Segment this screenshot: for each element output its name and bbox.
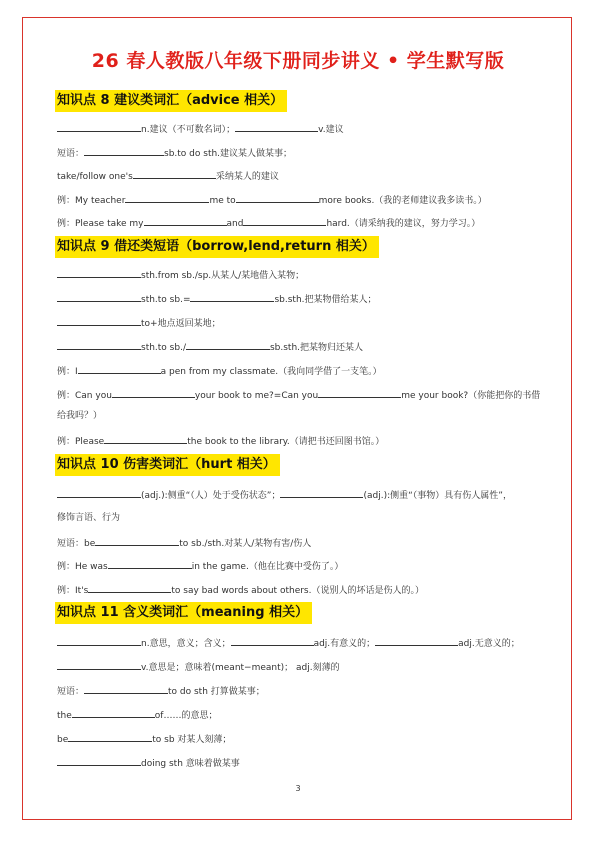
fill-blank[interactable] [78, 364, 161, 374]
fill-blank[interactable] [57, 636, 141, 646]
borrow-line-6: 例：Can you your book to me?=Can you me your book?（你能把你的书借 [57, 388, 540, 402]
fill-blank[interactable] [84, 684, 168, 694]
section-heading-hurt: 知识点 10 伤害类词汇（hurt 相关） [55, 454, 280, 476]
section-heading-borrow: 知识点 9 借还类短语（borrow,lend,return 相关） [55, 236, 379, 258]
meaning-line-4: the of……的意思； [57, 708, 217, 722]
fill-blank[interactable] [133, 169, 216, 179]
fill-blank[interactable] [236, 193, 319, 203]
advice-line-2: 短语： sb.to do sth.建议某人做某事； [57, 146, 292, 160]
fill-blank[interactable] [57, 268, 141, 278]
fill-blank[interactable] [57, 756, 141, 766]
hurt-line-2: 短语：be to sb./sth.对某人/某物有害/伤人 [57, 536, 311, 550]
fill-blank[interactable] [57, 122, 141, 132]
advice-line-3: take/follow one's 采纳某人的建议 [57, 169, 279, 183]
fill-blank[interactable] [57, 316, 141, 326]
meaning-line-6: doing sth 意味着做某事 [57, 756, 240, 770]
fill-blank[interactable] [375, 636, 458, 646]
fill-blank[interactable] [125, 193, 209, 203]
fill-blank[interactable] [235, 122, 318, 132]
fill-blank[interactable] [57, 488, 141, 498]
fill-blank[interactable] [57, 292, 141, 302]
fill-blank[interactable] [144, 216, 227, 226]
fill-blank[interactable] [108, 559, 192, 569]
borrow-line-6-cont: 给我吗？） [57, 411, 103, 421]
fill-blank[interactable] [231, 636, 314, 646]
fill-blank[interactable] [68, 732, 152, 742]
fill-blank[interactable] [243, 216, 326, 226]
page-border [22, 17, 572, 820]
fill-blank[interactable] [190, 292, 274, 302]
borrow-line-4: sth.to sb./ sb.sth.把某物归还某人 [57, 340, 363, 354]
meaning-line-1: n.意思，意义；含义； adj.有意义的； adj.无意义的； [57, 636, 520, 650]
fill-blank[interactable] [104, 434, 187, 444]
fill-blank[interactable] [186, 340, 270, 350]
section-heading-advice: 知识点 8 建议类词汇（advice 相关） [55, 90, 287, 112]
borrow-line-5: 例：I a pen from my classmate.（我向同学借了一支笔。） [57, 364, 382, 378]
fill-blank[interactable] [72, 708, 155, 718]
meaning-line-2: v.意思是；意味着(meant−meant)； adj.刻薄的 [57, 660, 340, 674]
section-heading-meaning: 知识点 11 含义类词汇（meaning 相关） [55, 602, 312, 624]
fill-blank[interactable] [88, 583, 171, 593]
meaning-line-5: be to sb 对某人刻薄； [57, 732, 231, 746]
borrow-line-7: 例：Please the book to the library.（请把书还回图书馆。） [57, 434, 384, 448]
meaning-line-3: 短语： to do sth 打算做某事； [57, 684, 265, 698]
advice-line-5: 例：Please take my and hard.（请采纳我的建议，努力学习。） [57, 216, 480, 230]
hurt-line-1: (adj.):侧重“（人）处于受伤状态”； (adj.):侧重“（事物）具有伤人属性”， [57, 488, 512, 502]
advice-line-4: 例：My teacher me to more books.（我的老师建议我多读书。） [57, 193, 487, 207]
borrow-line-2: sth.to sb.= sb.sth.把某物借给某人； [57, 292, 377, 306]
fill-blank[interactable] [280, 488, 363, 498]
borrow-line-1: sth.from sb./sp.从某人/某地借入某物； [57, 268, 304, 282]
hurt-line-4: 例：It's to say bad words about others.（说别人的坏话是伤人的。） [57, 583, 424, 597]
fill-blank[interactable] [95, 536, 179, 546]
advice-line-1: n.建议（不可数名词）； v.建议 [57, 122, 344, 136]
hurt-line-1-cont: 修饰言语、行为 [57, 513, 121, 523]
fill-blank[interactable] [84, 146, 164, 156]
document-title: 26 春人教版八年级下册同步讲义 • 学生默写版 [91, 50, 505, 72]
hurt-line-3: 例：He was in the game.（他在比赛中受伤了。） [57, 559, 343, 573]
page-number: 3 [295, 784, 301, 793]
fill-blank[interactable] [112, 388, 195, 398]
fill-blank[interactable] [318, 388, 401, 398]
fill-blank[interactable] [57, 660, 141, 670]
borrow-line-3: to+地点返回某地； [57, 316, 221, 330]
fill-blank[interactable] [57, 340, 141, 350]
